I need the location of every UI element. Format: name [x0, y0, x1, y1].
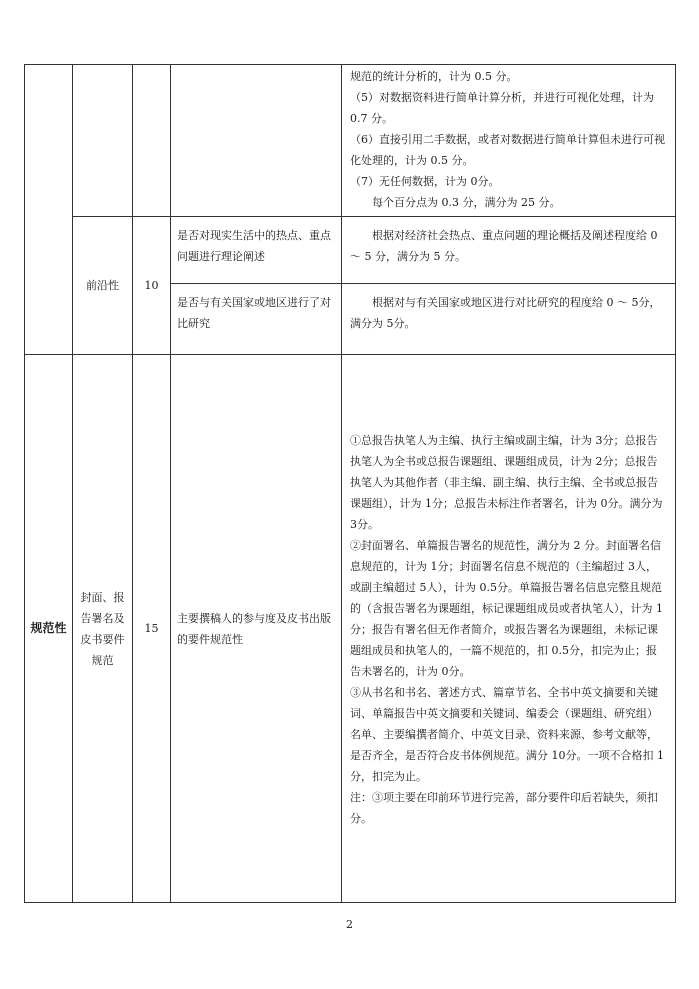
criteria-note: 注：③项主要在印前环节进行完善，部分要件印后若缺失，须扣分。: [350, 790, 658, 825]
dimension-cell: 规范性: [25, 355, 73, 903]
criteria-cell: [342, 284, 676, 355]
sub-dimension-cell: 前沿性: [73, 217, 133, 355]
criteria-line: （5）对数据资料进行简单计算分析，并进行可视化处理，计为 0.7 分。: [350, 91, 654, 125]
criteria-text: 根据对经济社会热点、重点问题的理论概括及阐述程度给 0 ～ 5 分，满分为 5 分。: [350, 229, 658, 263]
criteria-line: （7）无任何数据，计为 0分。: [350, 175, 500, 188]
sub-dimension-cell: 封面、报告署名及皮书要件规范: [73, 355, 133, 903]
criteria-cell-continued: [342, 65, 676, 217]
criteria-text: 根据对与有关国家或地区进行对比研究的程度给 0 ～ 5分，满分为 5分。: [350, 296, 661, 330]
item-cell: 是否对现实生活中的热点、重点问题进行理论阐述: [171, 217, 342, 284]
criteria-paragraph: ①总报告执笔人为主编、执行主编或副主编，计为 3分；总报告执笔人为全书或总报告课题组、课题组成员，计为 2分；总报告执笔人为其他作者（非主编、副主编、执行主编、全书或总报告课题组），计为 1分；总报告未标注作者署名，计为 0分。满分为 3分。: [350, 433, 663, 531]
item-cell-empty: [171, 65, 342, 217]
criteria-line: 每个百分点为 0.3 分，满分为 25 分。: [372, 196, 561, 209]
score-cell: 15: [133, 355, 171, 903]
criteria-paragraph: ②封面署名、单篇报告署名的规范性，满分为 2 分。封面署名信息规范的，计为 1分；封面署名信息不规范的（主编超过 3人，或副主编超过 5人），计为 0.5分。单篇报告署名信息完整且规范的（含报告署名为课题组，标记课题组成员或者执笔人），计为 1分；报告有署名但无作者简介，或报告署名为课题组，未标记课题组成员和执笔人的，一篇不规范的，扣 0.5分，扣完为止；报告未署名的，计为 0分。: [350, 538, 663, 678]
item-cell: 主要撰稿人的参与度及皮书出版的要件规范性: [171, 355, 342, 903]
criteria-line: 规范的统计分析的，计为 0.5 分。: [350, 70, 518, 83]
sub-dimension-cell-empty: [73, 65, 133, 217]
page-number: 2: [346, 918, 353, 931]
score-cell: 10: [133, 217, 171, 355]
dimension-cell-empty: [25, 65, 73, 355]
criteria-cell: [342, 355, 676, 903]
criteria-cell: [342, 217, 676, 284]
score-cell-empty: [133, 65, 171, 217]
evaluation-table: [24, 64, 676, 903]
table-row: [25, 355, 676, 903]
table-row: [25, 217, 676, 284]
item-cell: 是否与有关国家或地区进行了对比研究: [171, 284, 342, 355]
table-row: [25, 65, 676, 217]
criteria-paragraph: ③从书名和书名、著述方式、篇章节名、全书中英文摘要和关键词、单篇报告中英文摘要和关键词、编委会（课题组、研究组）名单、主要编撰者简介、中英文目录、资料来源、参考文献等，是否齐全，是否符合皮书体例规范。满分 10分。一项不合格扣 1 分，扣完为止。: [350, 685, 664, 783]
criteria-line: （6）直接引用二手数据，或者对数据进行简单计算但未进行可视化处理的，计为 0.5 分。: [350, 133, 665, 167]
